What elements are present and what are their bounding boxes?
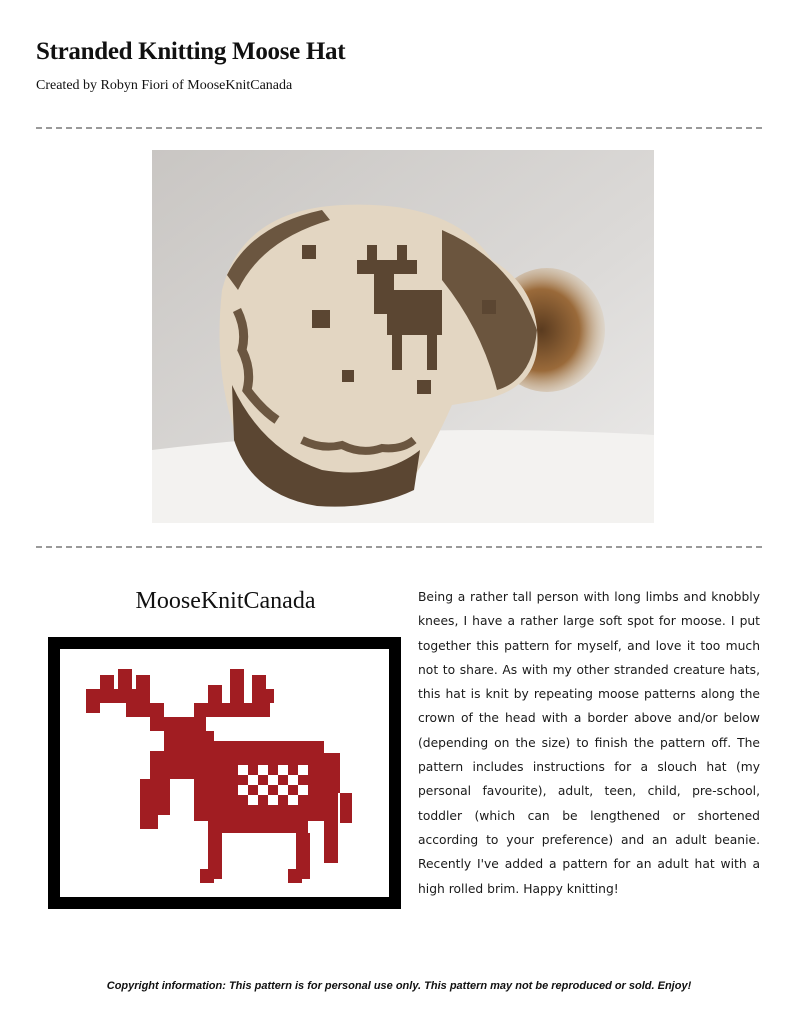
divider-middle: [36, 546, 762, 548]
page-title: Stranded Knitting Moose Hat: [36, 38, 346, 65]
author-credit: Created by Robyn Fiori of MooseKnitCanada: [36, 78, 293, 93]
moose-logo: [48, 637, 401, 909]
brand-name: MooseKnitCanada: [135, 588, 316, 614]
divider-top: [36, 127, 762, 129]
pattern-description: Being a rather tall person with long limbs and knobbly knees, I have a rather large soft spot for moose. I put together this pattern for myself, and love it too much not to share. As with my other stranded creature hats, this hat is knit by repeating moose patterns along the crown of the head with a border above and/or below (depending on the size) to finish the pattern off. The pattern includes instructions for a slouch hat (my personal favourite), adult, teen, child, pre-school, toddler (which can be lengthened or shortened according to your preference) and an adult beanie. Recently I've added a pattern for an adult hat with a high rolled brim. Happy knitting!: [418, 590, 760, 896]
hat-photo: [152, 150, 654, 523]
moose-icon: [60, 649, 389, 897]
copyright-notice: Copyright information: This pattern is for personal use only. This pattern may not be reproduced or sold. Enjoy!: [106, 980, 692, 992]
